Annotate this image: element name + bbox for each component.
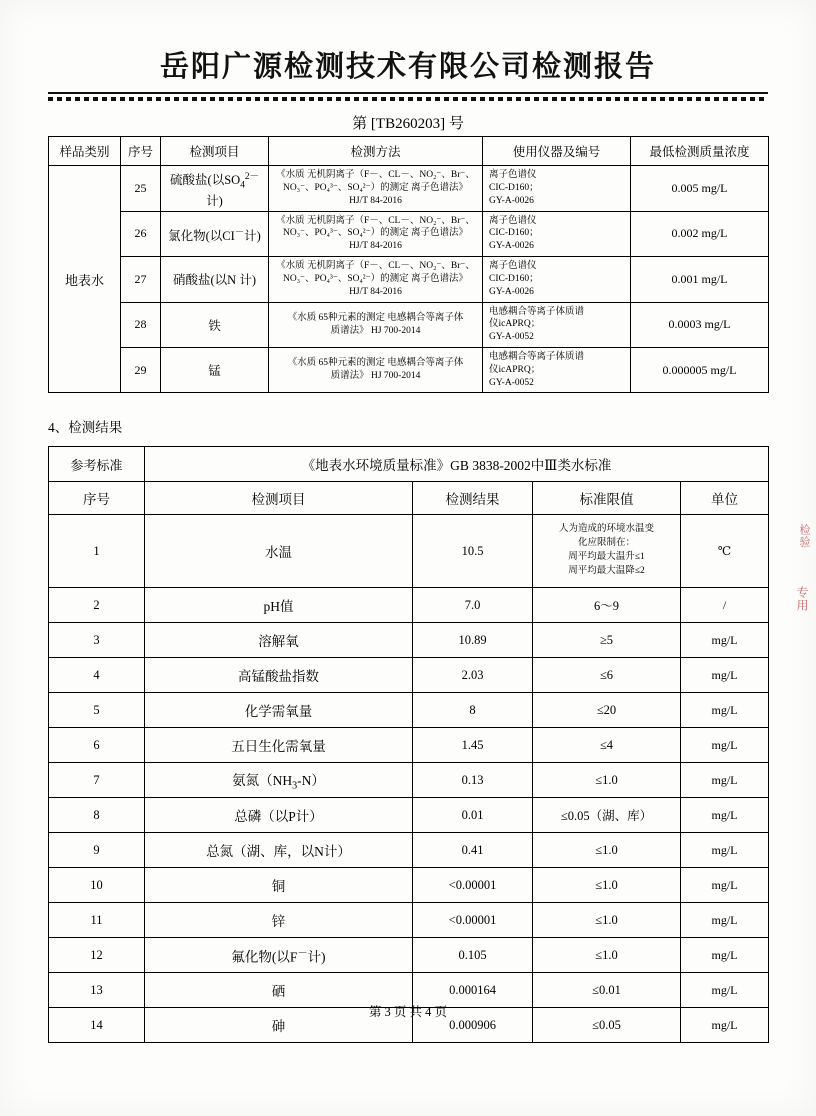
cell-no: 1 [49, 515, 145, 588]
limit-line: 人为造成的环境水温变 [558, 524, 654, 535]
cell-item: 化学需氧量 [145, 693, 413, 728]
instrument-line: GY-A-0026 [489, 195, 534, 206]
cell-unit: mg/L [681, 658, 769, 693]
cell-item: 锌 [145, 903, 413, 938]
instrument-line: 仪icAPRQ； [489, 319, 541, 330]
cell-limit: ≥5 [533, 623, 681, 658]
cell-unit: ℃ [681, 515, 769, 588]
cell-item: 硒 [145, 973, 413, 1008]
cell-min-concentration: 0.000005 mg/L [631, 347, 769, 392]
cell-test-method [269, 166, 483, 212]
limit-line: 化应限制在： [577, 538, 635, 549]
table-row [49, 763, 769, 798]
cell-no: 14 [49, 1008, 145, 1043]
cell-test-item: 铁 [161, 302, 269, 347]
method-line: 《水质 无机阴离子（F－、CL－、NO₂⁻、Br⁻、 [276, 215, 475, 226]
cell-item: 水温 [145, 515, 413, 588]
instrument-line: CIC-D160； [489, 228, 539, 239]
cell-limit [533, 515, 681, 588]
methods-table [48, 136, 769, 393]
table-row [49, 868, 769, 903]
method-line: HJ/T 84-2016 [349, 286, 402, 297]
instrument-line: 离子色谱仪 [489, 261, 537, 272]
instrument-line: 电感耦合等离子体质谱 [489, 306, 585, 317]
th-test-method: 检测方法 [269, 137, 483, 166]
cell-item: 高锰酸盐指数 [145, 658, 413, 693]
cell-result: 0.01 [413, 798, 533, 833]
method-line: NO₃⁻、PO₄³⁻、SO₄²⁻）的测定 离子色谱法》 [282, 228, 469, 239]
cell-limit: ≤1.0 [533, 833, 681, 868]
th-instrument: 使用仪器及编号 [483, 137, 631, 166]
cell-unit: mg/L [681, 798, 769, 833]
cell-no: 6 [49, 728, 145, 763]
method-line: 质谱法》 HJ 700-2014 [330, 325, 421, 336]
method-line: 《水质 无机阴离子（F－、CL－、NO₂⁻、Br⁻、 [276, 170, 475, 181]
cell-no: 5 [49, 693, 145, 728]
cell-index: 25 [121, 166, 161, 212]
table-row [49, 693, 769, 728]
cell-instrument [483, 257, 631, 302]
cell-unit: mg/L [681, 833, 769, 868]
cell-result: 1.45 [413, 728, 533, 763]
header-rule-solid [48, 92, 768, 94]
cell-item: 砷 [145, 1008, 413, 1043]
cell-unit: mg/L [681, 728, 769, 763]
method-line: 《水质 无机阴离子（F－、CL－、NO₂⁻、Br⁻、 [276, 261, 475, 272]
cell-item: 溶解氧 [145, 623, 413, 658]
cell-no: 12 [49, 938, 145, 973]
instrument-line: 仪icAPRQ； [489, 364, 541, 375]
cell-result: <0.00001 [413, 903, 533, 938]
cell-min-concentration: 0.0003 mg/L [631, 302, 769, 347]
th-sample-category: 样品类别 [49, 137, 121, 166]
cell-unit: mg/L [681, 868, 769, 903]
cell-limit: ≤1.0 [533, 903, 681, 938]
cell-limit: ≤1.0 [533, 763, 681, 798]
limit-line: 周平均最大温降≤2 [568, 565, 645, 576]
cell-result: 2.03 [413, 658, 533, 693]
cell-unit: mg/L [681, 623, 769, 658]
cell-limit: ≤1.0 [533, 938, 681, 973]
instrument-line: 电感耦合等离子体质谱 [489, 351, 585, 362]
page-footer: 第 3 页 共 4 页 [368, 1005, 448, 1019]
instrument-line: 离子色谱仪 [489, 215, 537, 226]
page-title: 岳阳广源检测技术有限公司检测报告 [159, 49, 656, 83]
cell-test-item: 锰 [161, 347, 269, 392]
cell-no: 10 [49, 868, 145, 903]
method-line: NO₃⁻、PO₄³⁻、SO₄²⁻）的测定 离子色谱法》 [282, 273, 469, 284]
seal-mark-lower: 专用 [795, 586, 809, 612]
methods-table-header-row [49, 137, 769, 166]
cell-unit: mg/L [681, 973, 769, 1008]
cell-sample-category: 地表水 [49, 166, 121, 393]
table-row [49, 347, 769, 392]
cell-reference-value: 《地表水环境质量标准》GB 3838-2002中Ⅲ类水标准 [145, 447, 769, 482]
cell-result: 0.000906 [413, 1008, 533, 1043]
method-line: NO₃⁻、PO₄³⁻、SO₄²⁻）的测定 离子色谱法》 [282, 182, 469, 193]
cell-no: 4 [49, 658, 145, 693]
cell-result: 0.13 [413, 763, 533, 798]
cell-index: 27 [121, 257, 161, 302]
cell-limit: ≤4 [533, 728, 681, 763]
cell-limit: ≤1.0 [533, 868, 681, 903]
cell-item: 铜 [145, 868, 413, 903]
cell-limit: ≤6 [533, 658, 681, 693]
cell-limit: ≤0.05 [533, 1008, 681, 1043]
cell-limit: 6～9 [533, 588, 681, 623]
results-table [48, 446, 769, 1043]
cell-index: 29 [121, 347, 161, 392]
cell-min-concentration: 0.002 mg/L [631, 211, 769, 256]
cell-item: 氟化物(以F－计) [145, 938, 413, 973]
table-row [49, 257, 769, 302]
cell-index: 28 [121, 302, 161, 347]
cell-unit: / [681, 588, 769, 623]
instrument-line: CIC-D160； [489, 182, 539, 193]
limit-line: 周平均最大温升≤1 [568, 552, 645, 562]
cell-result: 8 [413, 693, 533, 728]
th-item: 检测项目 [145, 482, 413, 515]
table-row [49, 515, 769, 588]
th-index: 序号 [121, 137, 161, 166]
cell-test-item: 硫酸盐(以$SO_4^{2-}$计) [161, 166, 269, 212]
cell-unit: mg/L [681, 938, 769, 973]
cell-index: 26 [121, 211, 161, 256]
cell-no: 7 [49, 763, 145, 798]
th-min-concentration: 最低检测质量浓度 [631, 137, 769, 166]
cell-unit: mg/L [681, 1008, 769, 1043]
cell-instrument [483, 166, 631, 212]
cell-reference-label: 参考标准 [49, 447, 145, 482]
results-table-header-row [49, 482, 769, 515]
table-row [49, 166, 769, 212]
th-result: 检测结果 [413, 482, 533, 515]
cell-result: 10.89 [413, 623, 533, 658]
cell-test-method [269, 347, 483, 392]
table-row [49, 211, 769, 256]
cell-result: <0.00001 [413, 868, 533, 903]
instrument-line: GY-A-0026 [489, 286, 534, 297]
cell-test-method [269, 302, 483, 347]
section-label-results: 4、检测结果 [48, 420, 123, 435]
table-row [49, 938, 769, 973]
table-row [49, 588, 769, 623]
cell-item: 总氮（湖、库，以N计） [145, 833, 413, 868]
cell-limit: ≤0.01 [533, 973, 681, 1008]
cell-test-item: 硝酸盐(以N 计) [161, 257, 269, 302]
cell-no: 3 [49, 623, 145, 658]
table-row [49, 302, 769, 347]
cell-instrument [483, 347, 631, 392]
cell-item: 氨氮$(NH_3-N)$ [145, 763, 413, 798]
table-row [49, 658, 769, 693]
cell-no: 13 [49, 973, 145, 1008]
cell-min-concentration: 0.005 mg/L [631, 166, 769, 212]
method-line: 质谱法》 HJ 700-2014 [330, 371, 421, 382]
header-rule-dotted [48, 97, 768, 101]
cell-test-method [269, 257, 483, 302]
instrument-line: 离子色谱仪 [489, 170, 537, 181]
cell-result: 0.105 [413, 938, 533, 973]
cell-test-item: 氯化物(以CI－计) [161, 211, 269, 256]
method-line: 《水质 65种元素的测定 电感耦合等离子体 [287, 312, 464, 323]
cell-item: 总磷（以P计） [145, 798, 413, 833]
cell-item: pH值 [145, 588, 413, 623]
cell-no: 11 [49, 903, 145, 938]
method-line: HJ/T 84-2016 [349, 241, 402, 252]
cell-min-concentration: 0.001 mg/L [631, 257, 769, 302]
th-test-item: 检测项目 [161, 137, 269, 166]
document-number: 第 [TB260203] 号 [352, 116, 464, 132]
cell-no: 8 [49, 798, 145, 833]
cell-result: 7.0 [413, 588, 533, 623]
method-line: 《水质 65种元素的测定 电感耦合等离子体 [287, 358, 464, 369]
table-row [49, 623, 769, 658]
cell-unit: mg/L [681, 763, 769, 798]
table-row [49, 798, 769, 833]
cell-result: 0.41 [413, 833, 533, 868]
instrument-line: GY-A-0026 [489, 241, 534, 252]
instrument-line: GY-A-0052 [489, 377, 534, 388]
th-no: 序号 [49, 482, 145, 515]
cell-instrument [483, 302, 631, 347]
cell-result: 10.5 [413, 515, 533, 588]
th-limit: 标准限值 [533, 482, 681, 515]
cell-limit: ≤0.05（湖、库） [533, 798, 681, 833]
cell-instrument [483, 211, 631, 256]
cell-test-method [269, 211, 483, 256]
table-row [49, 903, 769, 938]
seal-mark-upper: 检验 [798, 524, 811, 548]
cell-no: 9 [49, 833, 145, 868]
cell-no: 2 [49, 588, 145, 623]
cell-item: 五日生化需氧量 [145, 728, 413, 763]
instrument-line: CIC-D160； [489, 273, 539, 284]
th-unit: 单位 [681, 482, 769, 515]
cell-unit: mg/L [681, 903, 769, 938]
results-reference-row [49, 447, 769, 482]
method-line: HJ/T 84-2016 [349, 195, 402, 206]
cell-result: 0.000164 [413, 973, 533, 1008]
table-row [49, 728, 769, 763]
cell-limit: ≤20 [533, 693, 681, 728]
cell-unit: mg/L [681, 693, 769, 728]
instrument-line: GY-A-0052 [489, 332, 534, 343]
table-row [49, 833, 769, 868]
